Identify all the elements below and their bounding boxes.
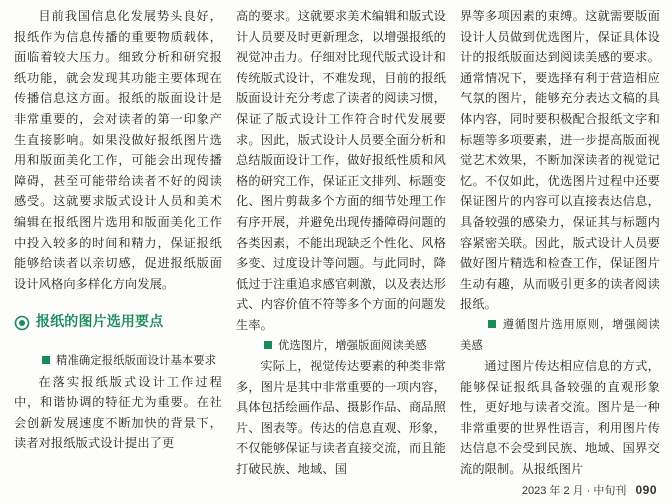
page-number: 090 (635, 483, 657, 497)
paragraph-intro: 目前我国信息化发展势头良好，报纸作为信息传播的重要物质载体，面临着较大压力。细致分析和研究报纸功能，就会发现其功能主要体现在传播信息这方面。报纸的版面设计是非常重要的，会对读者的第一印象产生直接影响。如果没做好报纸图片选用和版面美化工作，可能会出现传播障碍，甚至可能带给读者不好的阅读感受。这就要求版式设计人员和美术编辑在报纸图片选用和版面美化工作中投入较多的时间和精力，保证报纸能够给读者以亲切感，促进报纸版面设计风格向多样化方向发展。 (14, 9, 222, 291)
square-bullet-icon (488, 320, 496, 328)
issue-label: 2023 年 2 月 · 中旬刊 (521, 485, 627, 497)
square-bullet-icon (264, 341, 272, 349)
subheading-1 (14, 351, 222, 372)
page-footer (522, 482, 657, 498)
paragraph: 在落实报纸版式设计工作过程中，和谐协调的特征尤为重要。在社会创新发展速度不断加快的背景下，读者对报纸版式设计提出了更 (14, 374, 222, 451)
square-bullet-icon (42, 356, 50, 364)
subheading-3 (460, 315, 660, 356)
text-column-2 (236, 6, 446, 480)
paragraph: 通过图片传达相应信息的方式，能够保证报纸具备较强的直观形象性，更好地与读者交流。图片是一种非常重要的世界性语言，利用图片传达信息不会受到民族、地域、国界交流的限制。从报纸图片 (460, 359, 660, 477)
paragraph-continued: 界等多项因素的束缚。这就需要版面设计人员做到优选图片，保证具体设计的报纸版面达到阅读美感的要求。通常情况下，要选择有利于营造相应气氛的图片，能够充分表达文稿的具体内容，同时要积极配合报纸文字和标题等多项要素，进一步提高版面视觉艺术效果，不断加深读者的视觉记忆。不仅如此，优选图片过程中还要保证图片的内容可以直接表达信息，具备较强的感染力，保证其与标题内容紧密关联。因此，版式设计人员要做好图片精选和检查工作，保证图片生动有趣，从而吸引更多的读者阅读报纸。 (460, 9, 660, 312)
paragraph: 实际上，视觉传达要素的种类非常多，图片是其中非常重要的一项内容，具体包括绘画作品、摄影作品、商品照片、图表等。传达的信息直观、形象，不仅能够保证与读者直接交流，而且能打破民族、地域、国 (236, 359, 446, 477)
subheading-2 (236, 336, 446, 357)
text-column-1 (14, 6, 222, 454)
section-bullet-icon (14, 315, 30, 331)
text-column-3 (460, 6, 660, 480)
paragraph-continued: 高的要求。这就要求美术编辑和版式设计人员要及时更新理念，以增强报纸的视觉冲击力。仔细对比现代版式设计和传统版式设计，不难发现，目前的报纸版面设计充分考虑了读者的阅读习惯，保证了版式设计工作符合时代发展要求。因此，版式设计人员要全面分析和总结版面设计工作，做好报纸性质和风格的研究工作，保证正文排列、标题变化、图片剪裁多个方面的细节处理工作有序开展，并避免出现传播障碍问题的各类因素，不能出现缺乏个性化、风格多变、过度设计等问题。与此同时，降低过于注重追求感官刺激，以及表达形式、内容价值不符等多个方面的问题发生率。 (236, 9, 446, 332)
section-heading (14, 312, 222, 333)
subheading-1-text: 精准确定报纸版面设计基本要求 (56, 353, 217, 367)
section-heading-text: 报纸的图片选用要点 (36, 314, 164, 331)
subheading-3-text: 遵循图片选用原则，增强阅读美感 (460, 317, 660, 352)
subheading-2-text: 优选图片，增强版面阅读美感 (278, 338, 427, 352)
